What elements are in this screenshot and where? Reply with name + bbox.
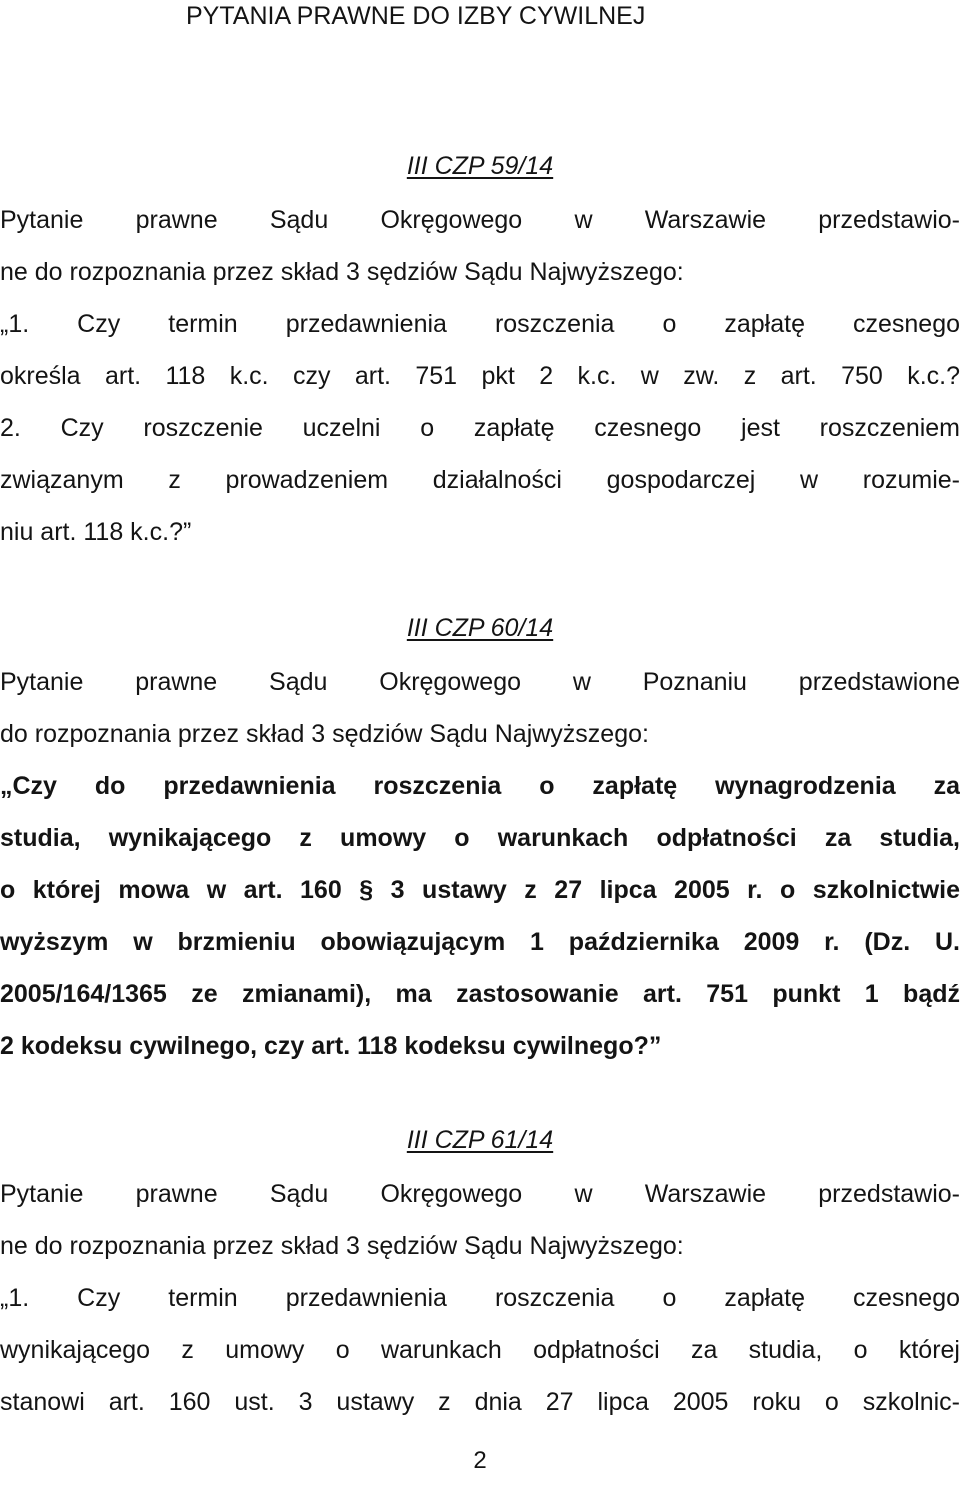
page-number: 2 xyxy=(473,1447,487,1474)
question-line: „1. Czy termin przedawnienia roszczenia o zapłatę czesnego xyxy=(0,310,960,338)
question-line: związanym z prowadzeniem działalności gospodarczej w rozumie- xyxy=(0,466,960,494)
case-section-2 xyxy=(0,612,960,1072)
question-line: „Czy do przedawnienia roszczenia o zapłatę wynagrodzenia za xyxy=(0,772,960,800)
case-signature: III CZP 60/14 xyxy=(406,614,554,642)
intro-line: Pytanie prawne Sądu Okręgowego w Warszawie przedstawio- xyxy=(0,1180,960,1208)
intro-line: Pytanie prawne Sądu Okręgowego w Poznaniu przedstawione xyxy=(0,668,960,696)
question-line: studia, wynikającego z umowy o warunkach odpłatności za studia, xyxy=(0,824,960,852)
question-line: 2 kodeksu cywilnego, czy art. 118 kodeksu cywilnego?” xyxy=(0,1032,662,1060)
question-line: wyższym w brzmieniu obowiązującym 1 października 2009 r. (Dz. U. xyxy=(0,928,960,956)
question-line: niu art. 118 k.c.?” xyxy=(0,518,192,546)
case-section-3 xyxy=(0,1124,960,1428)
question-line: określa art. 118 k.c. czy art. 751 pkt 2 k.c. w zw. z art. 750 k.c.? xyxy=(0,362,960,390)
intro-line: do rozpoznania przez skład 3 sędziów Sądu Najwyższego: xyxy=(0,720,649,748)
intro-line: ne do rozpoznania przez skład 3 sędziów Sądu Najwyższego: xyxy=(0,1232,684,1260)
question-line: o której mowa w art. 160 § 3 ustawy z 27 lipca 2005 r. o szkolnictwie xyxy=(0,876,960,904)
question-line: 2. Czy roszczenie uczelni o zapłatę czesnego jest roszczeniem xyxy=(0,414,960,442)
page-title: PYTANIA PRAWNE DO IZBY CYWILNEJ xyxy=(186,2,646,30)
intro-line: Pytanie prawne Sądu Okręgowego w Warszawie przedstawio- xyxy=(0,206,960,234)
case-section-1 xyxy=(0,150,960,558)
case-signature: III CZP 59/14 xyxy=(406,152,554,180)
intro-line: ne do rozpoznania przez skład 3 sędziów Sądu Najwyższego: xyxy=(0,258,684,286)
question-line: wynikającego z umowy o warunkach odpłatności za studia, o której xyxy=(0,1336,960,1364)
question-line: stanowi art. 160 ust. 3 ustawy z dnia 27 lipca 2005 roku o szkolnic- xyxy=(0,1388,960,1416)
question-line: 2005/164/1365 ze zmianami), ma zastosowanie art. 751 punkt 1 bądź xyxy=(0,980,960,1008)
question-line: „1. Czy termin przedawnienia roszczenia o zapłatę czesnego xyxy=(0,1284,960,1312)
case-signature: III CZP 61/14 xyxy=(406,1126,554,1154)
